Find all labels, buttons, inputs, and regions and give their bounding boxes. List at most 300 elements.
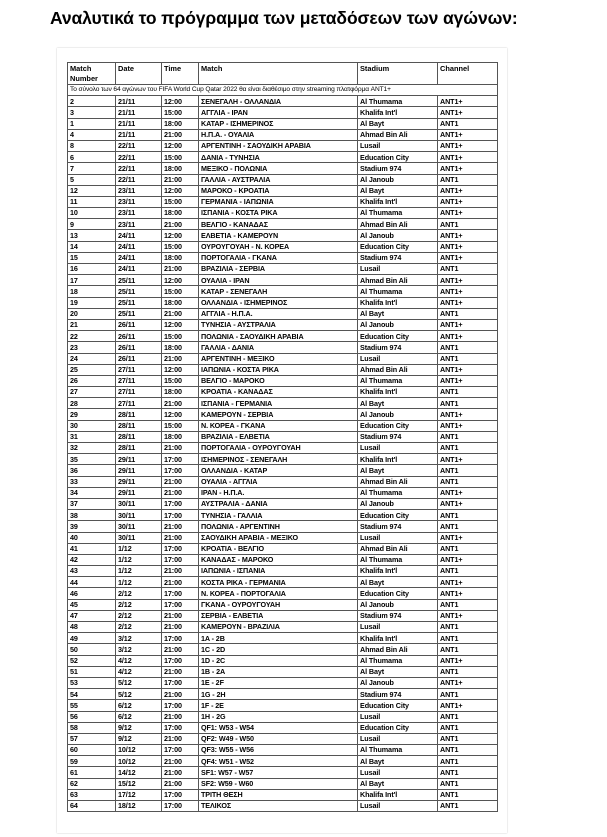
cell-match: QF2: W49 - W50 xyxy=(199,733,358,744)
cell-date: 6/12 xyxy=(116,700,162,711)
cell-channel: ANT1 xyxy=(438,566,498,577)
cell-date: 23/11 xyxy=(116,185,162,196)
table-row xyxy=(68,152,498,163)
cell-date: 24/11 xyxy=(116,252,162,263)
cell-match: ΣΕΝΕΓΑΛΗ - ΟΛΛΑΝΔΙΑ xyxy=(199,96,358,107)
cell-time: 21:00 xyxy=(162,644,199,655)
table-row xyxy=(68,96,498,107)
cell-stadium: Al Bayt xyxy=(358,308,438,319)
cell-channel: ANT1+ xyxy=(438,331,498,342)
cell-stadium: Al Thumama xyxy=(358,96,438,107)
cell-time: 17:00 xyxy=(162,599,199,610)
cell-channel: ANT1 xyxy=(438,644,498,655)
cell-channel: ANT1+ xyxy=(438,655,498,666)
table-row xyxy=(68,241,498,252)
cell-date: 25/11 xyxy=(116,286,162,297)
table-row xyxy=(68,331,498,342)
cell-time: 12:00 xyxy=(162,409,199,420)
cell-time: 12:00 xyxy=(162,364,199,375)
cell-stadium: Lusail xyxy=(358,532,438,543)
cell-match-number: 30 xyxy=(68,420,116,431)
cell-match-number: 6 xyxy=(68,152,116,163)
cell-channel: ANT1 xyxy=(438,778,498,789)
table-row xyxy=(68,185,498,196)
cell-match: ΤΥΝΗΣΙΑ - ΑΥΣΤΡΑΛΙΑ xyxy=(199,319,358,330)
cell-match-number: 60 xyxy=(68,745,116,756)
cell-stadium: Lusail xyxy=(358,264,438,275)
cell-date: 3/12 xyxy=(116,633,162,644)
table-row xyxy=(68,398,498,409)
cell-match-number: 37 xyxy=(68,498,116,509)
cell-match: ΙΡΑΝ - Η.Π.Α. xyxy=(199,487,358,498)
cell-match: ΒΡΑΖΙΛΙΑ - ΣΕΡΒΙΑ xyxy=(199,264,358,275)
cell-stadium: Al Thumama xyxy=(358,655,438,666)
table-row xyxy=(68,498,498,509)
cell-stadium: Ahmad Bin Ali xyxy=(358,476,438,487)
cell-stadium: Lusail xyxy=(358,711,438,722)
table-row xyxy=(68,208,498,219)
table-row xyxy=(68,375,498,386)
cell-date: 22/11 xyxy=(116,152,162,163)
cell-time: 17:00 xyxy=(162,465,199,476)
cell-channel: ANT1+ xyxy=(438,498,498,509)
cell-time: 21:00 xyxy=(162,129,199,140)
cell-match-number: 56 xyxy=(68,711,116,722)
table-row xyxy=(68,465,498,476)
cell-stadium: Education City xyxy=(358,331,438,342)
cell-channel: ANT1+ xyxy=(438,319,498,330)
cell-date: 2/12 xyxy=(116,622,162,633)
cell-match-number: 49 xyxy=(68,633,116,644)
cell-time: 17:00 xyxy=(162,677,199,688)
cell-match-number: 61 xyxy=(68,767,116,778)
cell-channel: ANT1+ xyxy=(438,140,498,151)
cell-time: 15:00 xyxy=(162,152,199,163)
cell-date: 30/11 xyxy=(116,498,162,509)
cell-channel: ANT1 xyxy=(438,745,498,756)
cell-channel: ANT1+ xyxy=(438,532,498,543)
cell-match-number: 24 xyxy=(68,353,116,364)
cell-date: 29/11 xyxy=(116,476,162,487)
cell-channel: ANT1+ xyxy=(438,420,498,431)
cell-date: 9/12 xyxy=(116,722,162,733)
cell-channel: ANT1+ xyxy=(438,152,498,163)
cell-date: 9/12 xyxy=(116,733,162,744)
cell-channel: ANT1 xyxy=(438,767,498,778)
table-row xyxy=(68,118,498,129)
table-row xyxy=(68,778,498,789)
cell-match-number: 33 xyxy=(68,476,116,487)
cell-match: Η.Π.Α. - ΟΥΑΛΙΑ xyxy=(199,129,358,140)
table-row xyxy=(68,487,498,498)
cell-date: 28/11 xyxy=(116,409,162,420)
cell-stadium: Khalifa Int'l xyxy=(358,633,438,644)
cell-time: 21:00 xyxy=(162,756,199,767)
cell-channel: ANT1+ xyxy=(438,163,498,174)
cell-match-number: 19 xyxy=(68,297,116,308)
cell-time: 21:00 xyxy=(162,711,199,722)
cell-match-number: 35 xyxy=(68,454,116,465)
cell-date: 2/12 xyxy=(116,588,162,599)
header-date: Date xyxy=(116,63,162,85)
cell-channel: ANT1+ xyxy=(438,96,498,107)
cell-date: 22/11 xyxy=(116,163,162,174)
cell-stadium: Khalifa Int'l xyxy=(358,196,438,207)
cell-channel: ANT1 xyxy=(438,733,498,744)
cell-time: 21:00 xyxy=(162,610,199,621)
cell-stadium: Ahmad Bin Ali xyxy=(358,364,438,375)
cell-time: 15:00 xyxy=(162,286,199,297)
cell-stadium: Al Janoub xyxy=(358,677,438,688)
cell-channel: ANT1 xyxy=(438,599,498,610)
cell-stadium: Al Bayt xyxy=(358,756,438,767)
cell-match-number: 31 xyxy=(68,431,116,442)
cell-date: 30/11 xyxy=(116,521,162,532)
cell-match-number: 59 xyxy=(68,756,116,767)
cell-date: 23/11 xyxy=(116,196,162,207)
cell-channel: ANT1 xyxy=(438,801,498,812)
cell-match-number: 18 xyxy=(68,286,116,297)
cell-date: 26/11 xyxy=(116,319,162,330)
broadcast-schedule-table xyxy=(67,62,498,812)
cell-match: ΠΟΛΩΝΙΑ - ΑΡΓΕΝΤΙΝΗ xyxy=(199,521,358,532)
cell-match-number: 28 xyxy=(68,398,116,409)
cell-time: 18:00 xyxy=(162,252,199,263)
cell-match-number: 8 xyxy=(68,140,116,151)
cell-match-number: 16 xyxy=(68,264,116,275)
cell-stadium: Al Bayt xyxy=(358,118,438,129)
cell-match-number: 9 xyxy=(68,219,116,230)
cell-stadium: Ahmad Bin Ali xyxy=(358,543,438,554)
cell-date: 21/11 xyxy=(116,118,162,129)
cell-channel: ANT1+ xyxy=(438,554,498,565)
cell-date: 26/11 xyxy=(116,342,162,353)
cell-time: 18:00 xyxy=(162,297,199,308)
cell-match: ΑΓΓΛΙΑ - Η.Π.Α. xyxy=(199,308,358,319)
cell-time: 17:00 xyxy=(162,498,199,509)
cell-match-number: 5 xyxy=(68,174,116,185)
cell-stadium: Lusail xyxy=(358,767,438,778)
cell-stadium: Al Thumama xyxy=(358,375,438,386)
cell-match-number: 25 xyxy=(68,364,116,375)
table-row xyxy=(68,510,498,521)
cell-match-number: 29 xyxy=(68,409,116,420)
cell-stadium: Education City xyxy=(358,722,438,733)
cell-match-number: 15 xyxy=(68,252,116,263)
cell-channel: ANT1 xyxy=(438,510,498,521)
cell-time: 17:00 xyxy=(162,655,199,666)
cell-date: 21/11 xyxy=(116,96,162,107)
cell-match-number: 7 xyxy=(68,163,116,174)
cell-match: ΓΑΛΛΙΑ - ΔΑΝΙΑ xyxy=(199,342,358,353)
cell-date: 1/12 xyxy=(116,543,162,554)
cell-match: QF3: W55 - W56 xyxy=(199,745,358,756)
header-time: Time xyxy=(162,63,199,85)
cell-match-number: 47 xyxy=(68,610,116,621)
cell-match: ΚΡΟΑΤΙΑ - ΒΕΛΓΙΟ xyxy=(199,543,358,554)
table-row xyxy=(68,364,498,375)
cell-channel: ANT1+ xyxy=(438,364,498,375)
cell-match-number: 4 xyxy=(68,129,116,140)
cell-match: ΟΥΑΛΙΑ - ΑΓΓΛΙΑ xyxy=(199,476,358,487)
cell-match: ΑΡΓΕΝΤΙΝΗ - ΜΕΞΙΚΟ xyxy=(199,353,358,364)
cell-date: 27/11 xyxy=(116,375,162,386)
cell-stadium: Al Bayt xyxy=(358,398,438,409)
cell-channel: ANT1 xyxy=(438,789,498,800)
cell-match: ΟΛΛΑΝΔΙΑ - ΙΣΗΜΕΡΙΝΟΣ xyxy=(199,297,358,308)
table-row xyxy=(68,107,498,118)
cell-match: ΓΑΛΛΙΑ - ΑΥΣΤΡΑΛΙΑ xyxy=(199,174,358,185)
cell-stadium: Education City xyxy=(358,588,438,599)
cell-time: 17:00 xyxy=(162,633,199,644)
table-row xyxy=(68,655,498,666)
cell-match-number: 11 xyxy=(68,196,116,207)
cell-match-number: 52 xyxy=(68,655,116,666)
cell-match: ΕΛΒΕΤΙΑ - ΚΑΜΕΡΟΥΝ xyxy=(199,230,358,241)
cell-stadium: Al Bayt xyxy=(358,577,438,588)
cell-match: ΙΑΠΩΝΙΑ - ΚΟΣΤΑ ΡΙΚΑ xyxy=(199,364,358,375)
cell-channel: ANT1 xyxy=(438,689,498,700)
cell-stadium: Ahmad Bin Ali xyxy=(358,275,438,286)
cell-match: ΚΡΟΑΤΙΑ - ΚΑΝΑΔΑΣ xyxy=(199,387,358,398)
cell-date: 29/11 xyxy=(116,454,162,465)
cell-time: 12:00 xyxy=(162,140,199,151)
cell-date: 2/12 xyxy=(116,599,162,610)
table-row xyxy=(68,219,498,230)
cell-match-number: 12 xyxy=(68,185,116,196)
cell-match: 1C - 2D xyxy=(199,644,358,655)
cell-match: ΙΣΗΜΕΡΙΝΟΣ - ΣΕΝΕΓΑΛΗ xyxy=(199,454,358,465)
cell-date: 23/11 xyxy=(116,219,162,230)
cell-stadium: Stadium 974 xyxy=(358,610,438,621)
table-row xyxy=(68,308,498,319)
cell-time: 21:00 xyxy=(162,577,199,588)
cell-channel: ANT1 xyxy=(438,264,498,275)
cell-time: 21:00 xyxy=(162,689,199,700)
table-row xyxy=(68,789,498,800)
cell-match: ΒΕΛΓΙΟ - ΚΑΝΑΔΑΣ xyxy=(199,219,358,230)
cell-match-number: 42 xyxy=(68,554,116,565)
cell-stadium: Ahmad Bin Ali xyxy=(358,644,438,655)
cell-match: ΚΟΣΤΑ ΡΙΚΑ - ΓΕΡΜΑΝΙΑ xyxy=(199,577,358,588)
cell-date: 4/12 xyxy=(116,655,162,666)
cell-time: 17:00 xyxy=(162,745,199,756)
cell-channel: ANT1 xyxy=(438,633,498,644)
cell-time: 17:00 xyxy=(162,588,199,599)
cell-time: 18:00 xyxy=(162,431,199,442)
cell-match: 1G - 2H xyxy=(199,689,358,700)
cell-time: 21:00 xyxy=(162,767,199,778)
cell-match: ΙΑΠΩΝΙΑ - ΙΣΠΑΝΙΑ xyxy=(199,566,358,577)
table-row xyxy=(68,476,498,487)
cell-channel: ANT1+ xyxy=(438,588,498,599)
cell-date: 24/11 xyxy=(116,264,162,275)
cell-time: 21:00 xyxy=(162,778,199,789)
table-row xyxy=(68,454,498,465)
cell-stadium: Khalifa Int'l xyxy=(358,297,438,308)
table-row xyxy=(68,319,498,330)
cell-channel: ANT1+ xyxy=(438,677,498,688)
cell-match: ΓΕΡΜΑΝΙΑ - ΙΑΠΩΝΙΑ xyxy=(199,196,358,207)
cell-time: 12:00 xyxy=(162,185,199,196)
cell-match: SF1: W57 - W57 xyxy=(199,767,358,778)
cell-stadium: Al Bayt xyxy=(358,465,438,476)
cell-time: 21:00 xyxy=(162,398,199,409)
cell-stadium: Stadium 974 xyxy=(358,252,438,263)
cell-match: 1H - 2G xyxy=(199,711,358,722)
cell-match: ΜΑΡΟΚΟ - ΚΡΟΑΤΙΑ xyxy=(199,185,358,196)
cell-match-number: 51 xyxy=(68,666,116,677)
cell-match: SF2: W59 - W60 xyxy=(199,778,358,789)
cell-match-number: 54 xyxy=(68,689,116,700)
cell-date: 27/11 xyxy=(116,364,162,375)
table-row xyxy=(68,409,498,420)
cell-match: ΠΟΛΩΝΙΑ - ΣΑΟΥΔΙΚΗ ΑΡΑΒΙΑ xyxy=(199,331,358,342)
cell-time: 17:00 xyxy=(162,454,199,465)
table-row xyxy=(68,677,498,688)
cell-date: 24/11 xyxy=(116,230,162,241)
cell-time: 21:00 xyxy=(162,666,199,677)
cell-match-number: 40 xyxy=(68,532,116,543)
cell-channel: ANT1 xyxy=(438,443,498,454)
cell-stadium: Lusail xyxy=(358,140,438,151)
cell-channel: ANT1 xyxy=(438,622,498,633)
header-match-number: Match Number xyxy=(68,63,116,85)
cell-time: 12:00 xyxy=(162,319,199,330)
cell-match: ΤΡΙΤΗ ΘΕΣΗ xyxy=(199,789,358,800)
cell-match: ΑΥΣΤΡΑΛΙΑ - ΔΑΝΙΑ xyxy=(199,498,358,509)
cell-match-number: 3 xyxy=(68,107,116,118)
cell-channel: ANT1 xyxy=(438,543,498,554)
table-row xyxy=(68,588,498,599)
cell-match: 1A - 2B xyxy=(199,633,358,644)
cell-match-number: 58 xyxy=(68,722,116,733)
cell-date: 17/12 xyxy=(116,789,162,800)
cell-match-number: 45 xyxy=(68,599,116,610)
cell-match: ΣΑΟΥΔΙΚΗ ΑΡΑΒΙΑ - ΜΕΞΙΚΟ xyxy=(199,532,358,543)
cell-channel: ANT1 xyxy=(438,219,498,230)
cell-match-number: 44 xyxy=(68,577,116,588)
table-row xyxy=(68,745,498,756)
cell-match: ΚΑΤΑΡ - ΙΣΗΜΕΡΙΝΟΣ xyxy=(199,118,358,129)
cell-time: 21:00 xyxy=(162,174,199,185)
cell-match-number: 48 xyxy=(68,622,116,633)
cell-time: 21:00 xyxy=(162,622,199,633)
cell-channel: ANT1+ xyxy=(438,700,498,711)
cell-channel: ANT1 xyxy=(438,476,498,487)
cell-match-number: 50 xyxy=(68,644,116,655)
cell-time: 17:00 xyxy=(162,801,199,812)
cell-date: 25/11 xyxy=(116,297,162,308)
cell-channel: ANT1+ xyxy=(438,577,498,588)
table-row xyxy=(68,431,498,442)
cell-match: ΙΣΠΑΝΙΑ - ΚΟΣΤΑ ΡΙΚΑ xyxy=(199,208,358,219)
table-row xyxy=(68,521,498,532)
cell-channel: ANT1 xyxy=(438,711,498,722)
table-row xyxy=(68,722,498,733)
table-row xyxy=(68,633,498,644)
header-row xyxy=(68,63,498,85)
cell-match-number: 39 xyxy=(68,521,116,532)
cell-time: 21:00 xyxy=(162,219,199,230)
cell-stadium: Education City xyxy=(358,420,438,431)
cell-time: 15:00 xyxy=(162,241,199,252)
cell-date: 4/12 xyxy=(116,666,162,677)
cell-match: ΚΑΝΑΔΑΣ - ΜΑΡΟΚΟ xyxy=(199,554,358,565)
header-match: Match xyxy=(199,63,358,85)
cell-match: ΑΡΓΕΝΤΙΝΗ - ΣΑΟΥΔΙΚΗ ΑΡΑΒΙΑ xyxy=(199,140,358,151)
cell-channel: ANT1 xyxy=(438,521,498,532)
cell-date: 10/12 xyxy=(116,745,162,756)
cell-time: 15:00 xyxy=(162,107,199,118)
cell-channel: ANT1+ xyxy=(438,208,498,219)
cell-match: ΔΑΝΙΑ - ΤΥΝΗΣΙΑ xyxy=(199,152,358,163)
table-row xyxy=(68,342,498,353)
cell-stadium: Al Janoub xyxy=(358,409,438,420)
cell-date: 25/11 xyxy=(116,275,162,286)
cell-time: 21:00 xyxy=(162,443,199,454)
cell-stadium: Education City xyxy=(358,510,438,521)
cell-channel: ANT1+ xyxy=(438,286,498,297)
cell-date: 2/12 xyxy=(116,610,162,621)
cell-match: Ν. ΚΟΡΕΑ - ΠΟΡΤΟΓΑΛΙΑ xyxy=(199,588,358,599)
cell-channel: ANT1 xyxy=(438,353,498,364)
cell-channel: ANT1+ xyxy=(438,196,498,207)
table-row xyxy=(68,129,498,140)
cell-time: 17:00 xyxy=(162,543,199,554)
table-row xyxy=(68,174,498,185)
cell-time: 17:00 xyxy=(162,700,199,711)
cell-time: 21:00 xyxy=(162,521,199,532)
cell-stadium: Stadium 974 xyxy=(358,689,438,700)
cell-channel: ANT1+ xyxy=(438,107,498,118)
cell-date: 1/12 xyxy=(116,554,162,565)
table-row xyxy=(68,543,498,554)
cell-time: 18:00 xyxy=(162,163,199,174)
cell-date: 18/12 xyxy=(116,801,162,812)
cell-match: Ν. ΚΟΡΕΑ - ΓΚΑΝΑ xyxy=(199,420,358,431)
cell-channel: ANT1+ xyxy=(438,252,498,263)
cell-channel: ANT1+ xyxy=(438,129,498,140)
table-row xyxy=(68,297,498,308)
cell-date: 1/12 xyxy=(116,566,162,577)
cell-match-number: 32 xyxy=(68,443,116,454)
cell-match-number: 55 xyxy=(68,700,116,711)
table-row xyxy=(68,420,498,431)
cell-match-number: 63 xyxy=(68,789,116,800)
table-row xyxy=(68,666,498,677)
cell-time: 21:00 xyxy=(162,733,199,744)
cell-time: 17:00 xyxy=(162,722,199,733)
cell-stadium: Lusail xyxy=(358,622,438,633)
cell-match: ΙΣΠΑΝΙΑ - ΓΕΡΜΑΝΙΑ xyxy=(199,398,358,409)
cell-time: 12:00 xyxy=(162,96,199,107)
cell-date: 15/12 xyxy=(116,778,162,789)
cell-match-number: 23 xyxy=(68,342,116,353)
cell-channel: ANT1 xyxy=(438,431,498,442)
cell-stadium: Ahmad Bin Ali xyxy=(358,129,438,140)
cell-match: ΣΕΡΒΙΑ - ΕΛΒΕΤΙΑ xyxy=(199,610,358,621)
table-row xyxy=(68,230,498,241)
cell-match-number: 14 xyxy=(68,241,116,252)
table-row xyxy=(68,599,498,610)
cell-date: 24/11 xyxy=(116,241,162,252)
cell-match-number: 46 xyxy=(68,588,116,599)
cell-date: 14/12 xyxy=(116,767,162,778)
cell-match-number: 17 xyxy=(68,275,116,286)
cell-match: ΓΚΑΝΑ - ΟΥΡΟΥΓΟΥΑΗ xyxy=(199,599,358,610)
cell-time: 12:00 xyxy=(162,230,199,241)
